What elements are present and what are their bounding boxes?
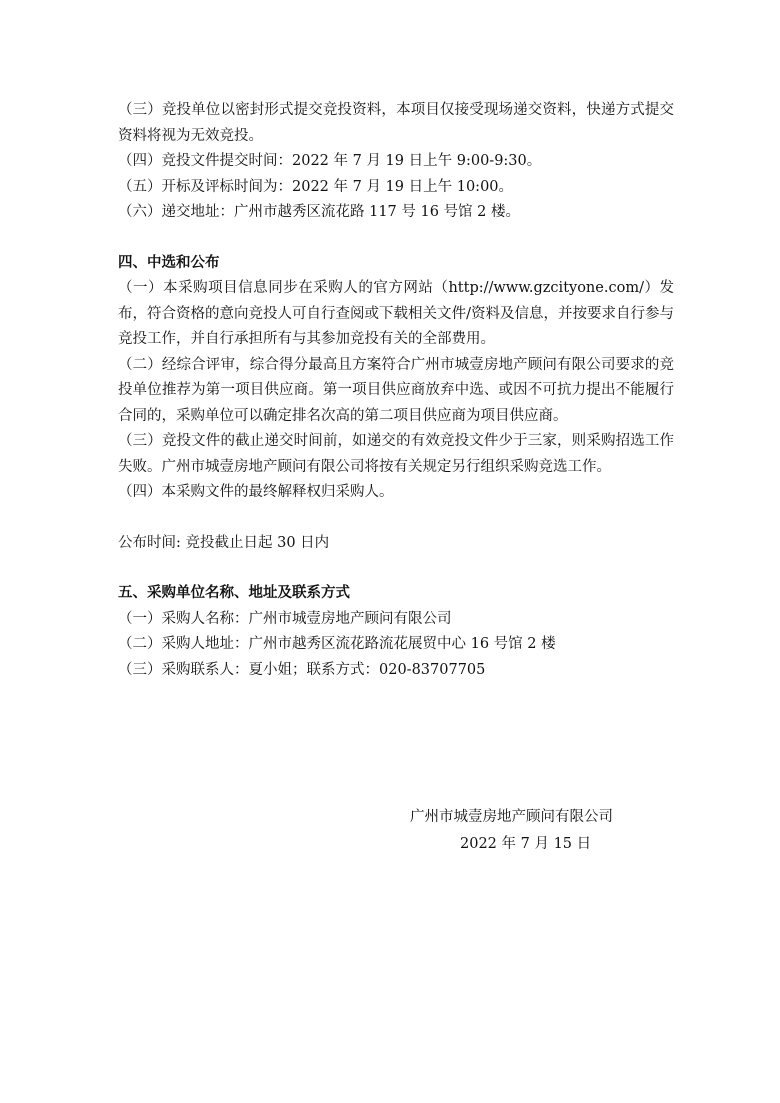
document-body (118, 98, 674, 683)
signature-organization: 广州市城壹房地产顾问有限公司 (410, 809, 613, 825)
section4-item-2: （二）经综合评审，综合得分最高且方案符合广州市城壹房地产顾问有限公司要求的竞投单位推荐为第一项目供应商。第一项目供应商放弃中选、或因不可抗力提出不能履行合同的，采购单位可以确定排名次高的第二项目供应商为项目供应商。 (118, 356, 674, 424)
section5-item-3: （三）采购联系人：夏小姐；联系方式：020-83707705 (118, 661, 486, 678)
section5-item-2: （二）采购人地址：广州市越秀区流花路流花展贸中心 16 号馆 2 楼 (118, 636, 556, 652)
section5-item-1: （一）采购人名称：广州市城壹房地产顾问有限公司 (118, 610, 452, 627)
publish-time: 公布时间: 竞投截止日起 30 日内 (118, 534, 330, 551)
section4-heading: 四、中选和公布 (118, 254, 220, 271)
signature-date: 2022 年 7 月 15 日 (460, 836, 592, 852)
signature-block (410, 804, 650, 858)
spacer (118, 506, 674, 531)
section4-item-4: （四）本采购文件的最终解释权归采购人。 (118, 484, 394, 500)
section4-item-1: （一）本采购项目信息同步在采购人的官方网站（http://www.gzcityone.com/）发布，符合资格的意向竞投人可自行查阅或下载相关文件/资料及信息，并按要求自行参与竞投工作，并自行承担所有与其参加竞投有关的全部费用。 (118, 280, 674, 347)
section4-item-3: （三）竞投文件的截止递交时间前，如递交的有效竞投文件少于三家，则采购招选工作失败。广州市城壹房地产顾问有限公司将按有关规定另行组织采购竞选工作。 (118, 433, 674, 475)
spacer (118, 226, 674, 251)
section3-item-5: （五）开标及评标时间为：2022 年 7 月 19 日上午 10:00。 (118, 178, 514, 195)
spacer (118, 556, 674, 581)
section3-item-3: （三）竞投单位以密封形式提交竞投资料，本项目仅接受现场递交资料，快递方式提交资料将视为无效竞投。 (118, 102, 674, 144)
section5-heading: 五、采购单位名称、地址及联系方式 (118, 585, 350, 601)
section3-item-4: （四）竞投文件提交时间：2022 年 7 月 19 日上午 9:00-9:30。 (118, 153, 542, 169)
section3-item-6: （六）递交地址：广州市越秀区流花路 117 号 16 号馆 2 楼。 (118, 204, 521, 220)
